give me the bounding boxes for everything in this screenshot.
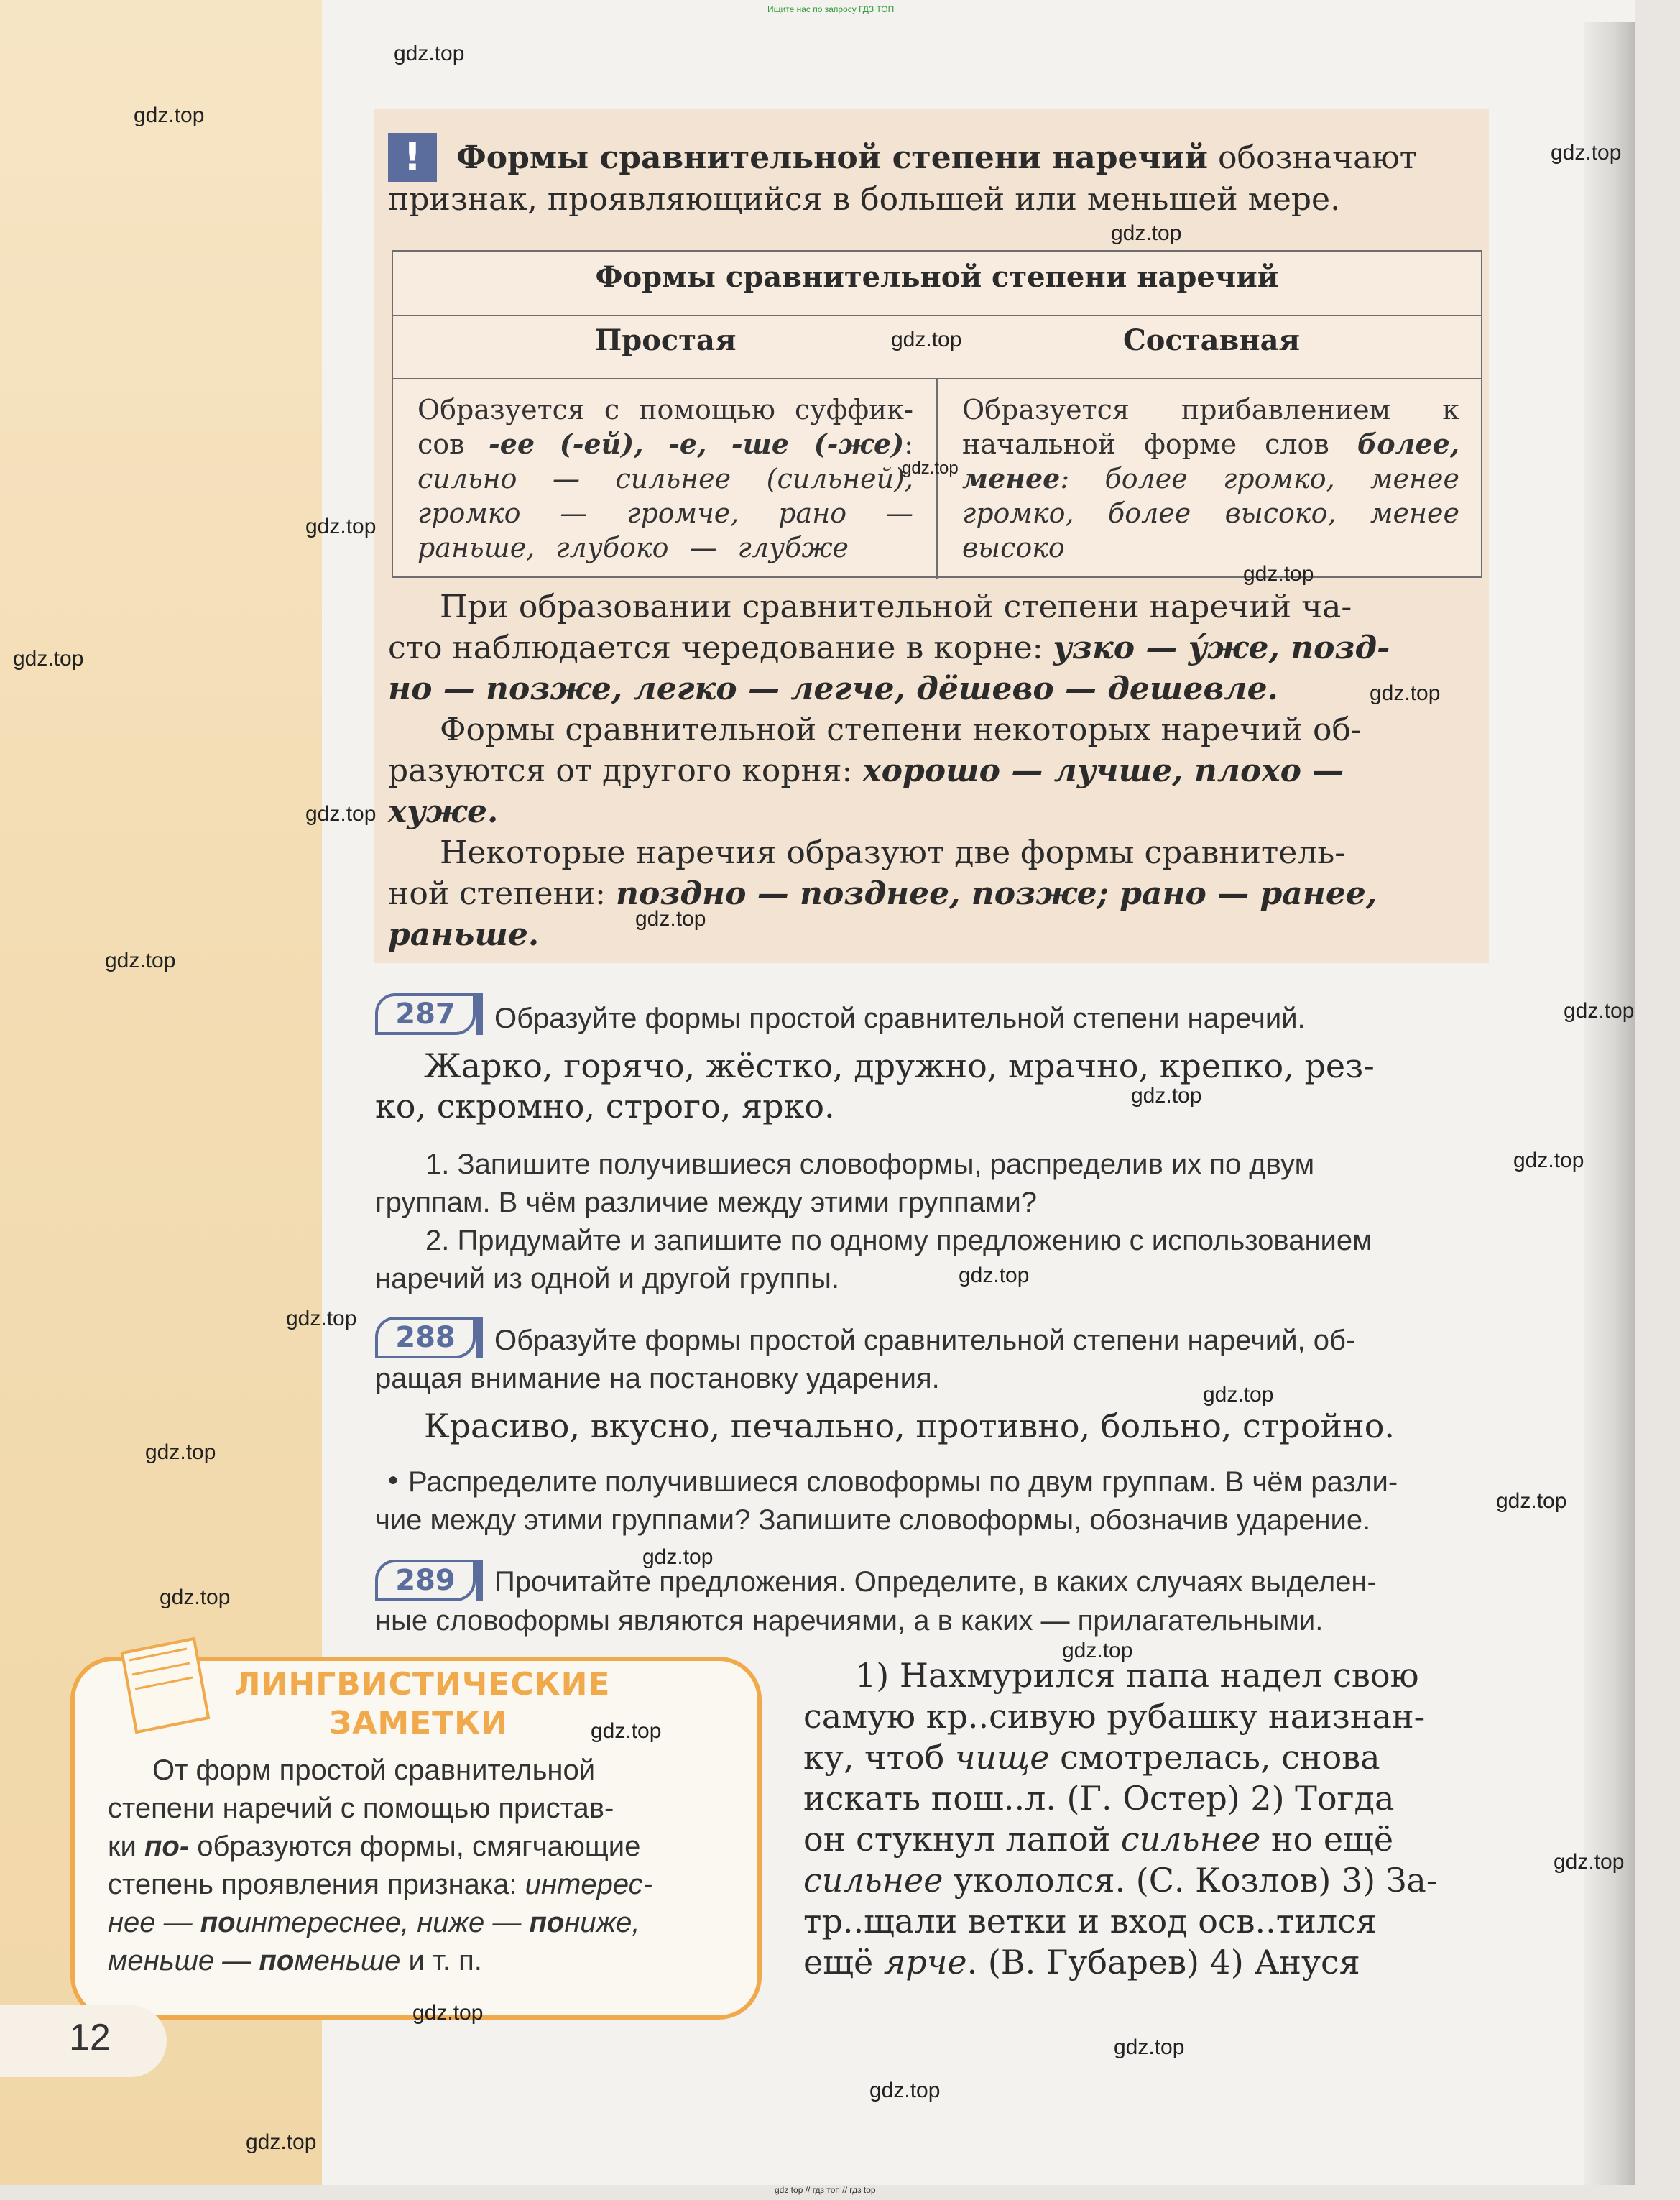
exclamation-icon: ! [388,133,437,182]
rule-lead-bold: Формы сравнительной степени наречий [456,139,1208,176]
notes-title-line-1: ЛИНГВИСТИЧЕСКИЕ [234,1666,611,1703]
watermark: gdz.top [642,1545,714,1569]
notepad-icon [108,1631,223,1739]
watermark: gdz.top [105,949,176,972]
top-banner: Ищите нас по запросу ГДЗ ТОП [767,4,895,14]
watermark: gdz.top [305,515,377,538]
rule-para-2-line: хуже. [388,793,499,830]
watermark: gdz.top [891,328,962,351]
watermark: gdz.top [1370,681,1441,705]
rule-para-3-line: Некоторые наречия образуют две формы сравнитель- [440,834,1346,871]
notes-line: меньше — поменьше и т. п. [108,1945,482,1976]
watermark: gdz.top [591,1719,662,1743]
table-cell-simple-line: сов -ее (-ей), -е, -ше (-же): [417,428,913,460]
exercise-text-line: ку, чтоб чище смотрелась, снова [803,1738,1380,1777]
exercise-task: Образуйте формы простой сравнительной степени наречий. [494,1003,1306,1034]
exercise-words: Красиво, вкусно, печально, противно, больно, стройно. [424,1407,1395,1445]
table-cell-simple-line: сильно — сильнее (сильней), [417,463,913,494]
table-cell-compound-line: высоко [962,532,1065,563]
bottom-banner: gdz top // гдз топ // гдз top [775,2185,876,2195]
exercise-task-line: Прочитайте предложения. Определите, в каких случаях выделен- [494,1566,1377,1598]
rule-para-1-line: сто наблюдается чередование в корне: узко — у́же, позд- [388,630,1390,666]
exercise-text-line: искать пош..л. (Г. Остер) 2) Тогда [803,1779,1395,1818]
watermark: gdz.top [1203,1383,1274,1407]
watermark: gdz.top [869,2079,941,2102]
notes-line: ки по- образуются формы, смягчающие [108,1831,641,1862]
exercise-subtask-line: наречий из одной и другой группы. [375,1263,840,1294]
exercise-number-badge: 288 [375,1317,476,1358]
exercise-subtask-line: 2. Придумайте и запишите по одному предложению с использованием [425,1225,1372,1256]
exercise-task-line: ращая внимание на постановку ударения. [375,1363,940,1394]
watermark: gdz.top [412,2001,484,2025]
exercise-text-line: ещё ярче. (В. Губарев) 4) Ануся [803,1943,1360,1982]
watermark: gdz.top [1131,1084,1202,1108]
rule-lead-rest: обозначают [1218,139,1417,176]
watermark: gdz.top [1062,1639,1133,1662]
exercise-number-badge: 287 [375,993,476,1035]
table-cell-compound-line: менее: более громко, менее [962,462,1459,494]
table-cell-simple-line: громко — громче, рано — [417,497,913,529]
table-column-divider [936,378,938,579]
table-divider [393,315,1481,316]
notes-title-line-2: ЗАМЕТКИ [329,1705,508,1741]
watermark: gdz.top [286,1307,357,1330]
comparative-forms-table [392,250,1482,578]
rule-para-3-line: ной степени: поздно — позднее, позже; рано — ранее, [388,875,1377,912]
table-header-simple: Простая [594,323,737,357]
table-cell-compound-line: начальной форме слов более, [962,428,1459,460]
table-cell-simple-line: раньше, глубоко — глубже [417,532,849,563]
notes-line: От форм простой сравнительной [152,1754,596,1786]
watermark: gdz.top [160,1585,231,1609]
watermark: gdz.top [394,42,465,65]
exercise-task-line: Образуйте формы простой сравнительной степени наречий, об- [494,1325,1356,1356]
rule-para-3-line: раньше. [388,916,540,953]
watermark: gdz.top [1551,141,1622,165]
rule-lead [456,138,1417,178]
exercise-text-line: сильнее укололся. (С. Козлов) 3) За- [803,1861,1438,1900]
notes-line: степени наречий с помощью пристав- [108,1792,614,1824]
exercise-text-line: тр..щали ветки и вход осв..тился [803,1902,1377,1941]
watermark: gdz.top [1496,1489,1567,1513]
exercise-subtask-line: Распределите получившиеся словоформы по двум группам. В чём разли- [408,1466,1398,1498]
exercise-words-line: Жарко, горячо, жёстко, дружно, мрачно, крепко, рез- [424,1046,1375,1085]
watermark: gdz.top [1111,221,1182,245]
table-cell-simple-line: Образуется с помощью суффик- [417,394,913,425]
watermark: gdz.top [305,802,377,826]
watermark: gdz.top [1513,1149,1584,1172]
watermark: gdz.top [635,907,706,931]
exercise-subtask-line: чие между этими группами? Запишите словоформы, обозначив ударение. [375,1504,1371,1536]
exercise-subtask-line: группам. В чём различие между этими группами? [375,1187,1038,1218]
watermark: gdz.top [1243,562,1314,586]
exercise-number-badge: 289 [375,1560,476,1601]
watermark: gdz.top [1554,1850,1625,1874]
rule-para-2-line: разуются от другого корня: хорошо — лучше, плохо — [388,752,1344,789]
watermark: gdz.top [246,2130,317,2154]
watermark: gdz.top [1114,2035,1185,2059]
rule-line-2: признак, проявляющийся в большей или меньшей мере. [388,181,1341,218]
watermark: gdz.top [134,103,205,127]
watermark: gdz.top [902,459,959,478]
rule-para-1-line: но — позже, легко — легче, дёшево — дешевле. [388,671,1278,707]
exercise-text-line: 1) Нахмурился папа надел свою [855,1656,1419,1695]
table-title: Формы сравнительной степени наречий [595,260,1279,294]
notes-line: степень проявления признака: интерес- [108,1869,652,1900]
notes-line: нее — поинтереснее, ниже — пониже, [108,1907,640,1938]
exercise-task-line: ные словоформы являются наречиями, а в каких — прилагательными. [375,1605,1324,1637]
bullet: • [388,1465,399,1496]
rule-para-2-line: Формы сравнительной степени некоторых наречий об- [440,712,1362,748]
watermark: gdz.top [959,1264,1030,1287]
table-cell-compound-line: громко, более высоко, менее [962,497,1459,529]
watermark: gdz.top [13,647,84,671]
page-number: 12 [69,2017,111,2058]
watermark: gdz.top [1564,999,1635,1023]
table-header-compound: Составная [1122,323,1301,357]
exercise-text-line: он стукнул лапой сильнее но ещё [803,1820,1394,1859]
exercise-text-line: самую кр..сивую рубашку наизнан- [803,1697,1426,1736]
exercise-words-line: ко, скромно, строго, ярко. [375,1087,835,1126]
table-cell-compound-line: Образуется прибавлением к [962,394,1459,425]
rule-para-1-line: При образовании сравнительной степени наречий ча- [440,589,1352,625]
watermark: gdz.top [145,1440,216,1464]
exercise-subtask-line: 1. Запишите получившиеся словоформы, распределив их по двум [425,1149,1315,1180]
